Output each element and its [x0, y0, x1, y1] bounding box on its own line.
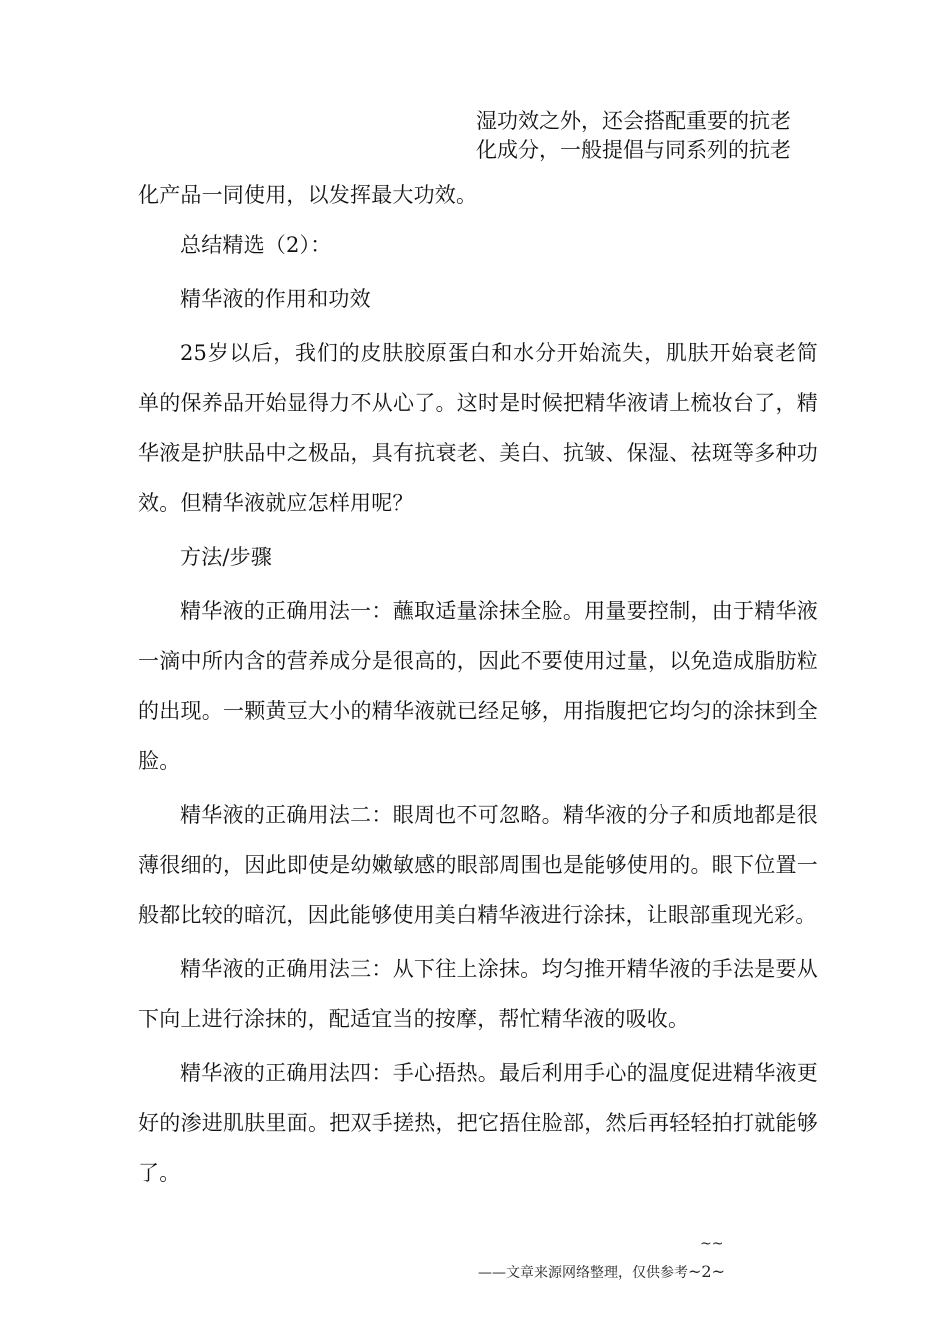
page-number: ~2~: [688, 1262, 725, 1281]
paragraph-method-2: 精华液的正确用法二：眼周也不可忽略。精华液的分子和质地都是很薄很细的，因此即使是幼嫩敏感的眼部周围也是能够使用的。眼下位置一般都比较的暗沉，因此能够使用美白精华液进行涂抹，让眼部重现光彩。: [138, 803, 818, 927]
fragment-line-1: 湿功效之外，还会搭配重要的抗老: [476, 109, 791, 133]
section-heading: 总结精选（2）：: [180, 233, 332, 257]
paragraph-continuation: 化产品一同使用，以发挥最大功效。: [138, 183, 478, 207]
paragraph-intro: 25岁以后，我们的皮肤胶原蛋白和水分开始流失，肌肤开始衰老简单的保养品开始显得力不从心了。这时是时候把精华液请上梳妆台了，精华液是护肤品中之极品，具有抗衰老、美白、抗皱、保湿、祛斑等多种功效。但精华液就应怎样用呢？: [138, 341, 818, 515]
paragraph-method-4: 精华液的正确用法四：手心捂热。最后利用手心的温度促进精华液更好的渗进肌肤里面。把双手搓热，把它捂住脸部，然后再轻轻拍打就能够了。: [138, 1061, 818, 1185]
page-footer: [478, 1262, 725, 1283]
document-body: [138, 170, 818, 1202]
footer-mark: ~~: [700, 1236, 724, 1252]
footer-source-text: ——文章来源网络整理，仅供参考: [478, 1265, 688, 1281]
paragraph-method-3: 精华液的正确用法三：从下往上涂抹。均匀推开精华液的手法是要从下向上进行涂抹的，配适宜当的按摩，帮忙精华液的吸收。: [138, 957, 818, 1031]
article-title: 精华液的作用和功效: [180, 287, 371, 311]
subheading-steps: 方法/步骤: [180, 545, 273, 569]
fragment-line-2: 化成分，一般提倡与同系列的抗老: [476, 138, 791, 162]
paragraph-method-1: 精华液的正确用法一：蘸取适量涂抹全脸。用量要控制，由于精华液一滴中所内含的营养成分是很高的，因此不要使用过量，以免造成脂肪粒的出现。一颗黄豆大小的精华液就已经足够，用指腹把它均匀的涂抹到全脸。: [138, 599, 818, 773]
